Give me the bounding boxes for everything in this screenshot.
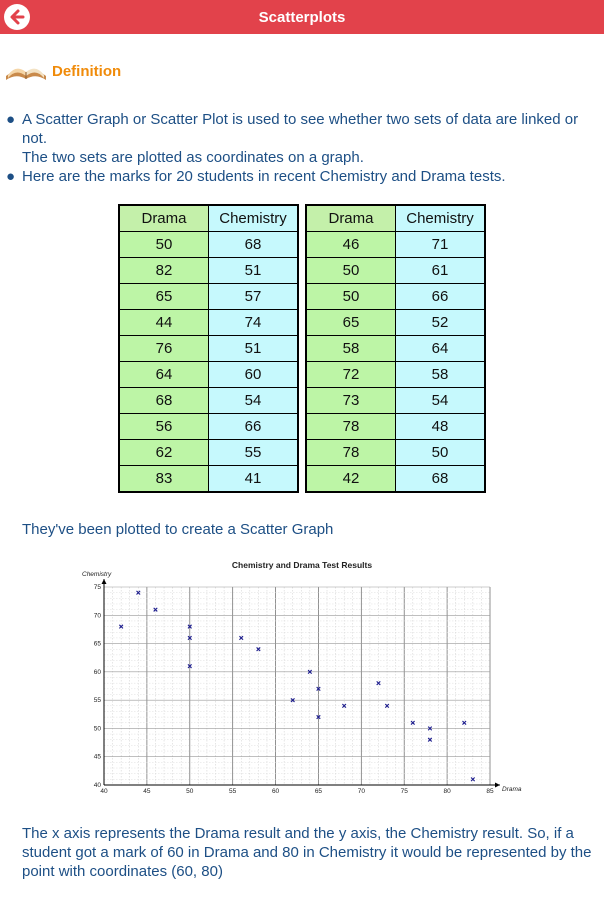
open-book-icon — [4, 58, 48, 84]
table-row — [119, 232, 298, 258]
chemistry-cell: 51 — [209, 336, 299, 362]
table-row — [306, 414, 485, 440]
column-header-drama: Drama — [306, 205, 396, 232]
table-row — [119, 284, 298, 310]
y-axis-label: Chemistry — [82, 571, 112, 578]
chemistry-cell: 57 — [209, 284, 299, 310]
x-tick-label: 85 — [486, 788, 494, 795]
marks-tables — [118, 204, 486, 493]
back-button[interactable] — [4, 4, 30, 30]
table-row — [119, 258, 298, 284]
chemistry-cell: 54 — [396, 388, 486, 414]
explanation-text: The x axis represents the Drama result and the y axis, the Chemistry result. So, if a student got a mark of 60 in Drama and 80 in Chemistry it would be represented by the point with coordinates (60, 80) — [22, 825, 592, 880]
chemistry-cell: 74 — [209, 310, 299, 336]
table-row — [306, 440, 485, 466]
definition-label: Definition — [52, 62, 122, 80]
drama-cell: 64 — [119, 362, 209, 388]
chemistry-cell: 71 — [396, 232, 486, 258]
table-row — [119, 388, 298, 414]
drama-cell: 65 — [119, 284, 209, 310]
definition-heading — [4, 56, 121, 86]
drama-cell: 76 — [119, 336, 209, 362]
chemistry-cell: 66 — [209, 414, 299, 440]
x-tick-label: 50 — [186, 788, 194, 795]
drama-cell: 44 — [119, 310, 209, 336]
chemistry-cell: 61 — [396, 258, 486, 284]
table-row — [306, 362, 485, 388]
drama-cell: 62 — [119, 440, 209, 466]
marks-table-2 — [305, 204, 486, 493]
column-header-drama: Drama — [119, 205, 209, 232]
bullet-dot: ● — [6, 111, 16, 128]
y-tick-label: 60 — [93, 668, 101, 676]
drama-cell: 50 — [306, 284, 396, 310]
x-tick-label: 80 — [443, 788, 451, 795]
chemistry-cell: 55 — [209, 440, 299, 466]
column-header-chemistry: Chemistry — [209, 205, 299, 232]
table-row — [306, 336, 485, 362]
table-row — [119, 440, 298, 466]
chemistry-cell: 68 — [209, 232, 299, 258]
table-row — [119, 336, 298, 362]
chemistry-cell: 66 — [396, 284, 486, 310]
table-row — [119, 310, 298, 336]
y-tick-label: 50 — [93, 725, 101, 733]
x-tick-label: 70 — [357, 788, 365, 795]
table-row — [119, 414, 298, 440]
intro-bullet-2: Here are the marks for 20 students in recent Chemistry and Drama tests. — [22, 168, 506, 185]
drama-cell: 50 — [306, 258, 396, 284]
table-row — [306, 388, 485, 414]
marks-table-1 — [118, 204, 299, 493]
intro-bullet — [0, 110, 600, 148]
chemistry-cell: 58 — [396, 362, 486, 388]
y-axis-arrow — [102, 579, 107, 584]
drama-cell: 50 — [119, 232, 209, 258]
drama-cell: 58 — [306, 336, 396, 362]
x-tick-label: 75 — [400, 788, 408, 795]
chart-title: Chemistry and Drama Test Results — [231, 560, 373, 570]
intro-bullet — [0, 167, 600, 186]
drama-cell: 78 — [306, 414, 396, 440]
drama-cell: 73 — [306, 388, 396, 414]
drama-cell: 78 — [306, 440, 396, 466]
table-row — [306, 258, 485, 284]
chemistry-cell: 41 — [209, 466, 299, 493]
drama-cell: 82 — [119, 258, 209, 284]
column-header-chemistry: Chemistry — [396, 205, 486, 232]
chemistry-cell: 50 — [396, 440, 486, 466]
drama-cell: 65 — [306, 310, 396, 336]
scatter-chart — [72, 552, 532, 802]
table-row — [119, 466, 298, 493]
x-axis-label: Drama — [502, 786, 522, 793]
table-row — [306, 232, 485, 258]
intro-text — [0, 110, 600, 186]
x-tick-label: 55 — [229, 788, 237, 795]
chart-caption: They've been plotted to create a Scatter Graph — [22, 521, 334, 538]
x-tick-label: 65 — [314, 788, 323, 795]
drama-cell: 46 — [306, 232, 396, 258]
x-axis-arrow — [495, 783, 500, 788]
x-tick-label: 60 — [271, 788, 280, 795]
page-title: Scatterplots — [258, 8, 346, 26]
x-tick-label: 40 — [100, 788, 108, 795]
y-tick-label: 70 — [93, 612, 101, 620]
y-tick-label: 40 — [93, 782, 101, 789]
chemistry-cell: 52 — [396, 310, 486, 336]
chemistry-cell: 48 — [396, 414, 486, 440]
intro-bullet-1: A Scatter Graph or Scatter Plot is used to see whether two sets of data are linked or not. — [22, 111, 579, 147]
drama-cell: 72 — [306, 362, 396, 388]
table-row — [306, 284, 485, 310]
drama-cell: 68 — [119, 388, 209, 414]
chemistry-cell: 60 — [209, 362, 299, 388]
chemistry-cell: 68 — [396, 466, 486, 493]
chemistry-cell: 51 — [209, 258, 299, 284]
scatter-chart-svg — [72, 552, 532, 802]
table-row — [306, 466, 485, 493]
y-tick-label: 45 — [93, 753, 101, 761]
app-header — [0, 0, 604, 34]
drama-cell: 56 — [119, 414, 209, 440]
table-row — [119, 362, 298, 388]
y-tick-label: 75 — [93, 584, 101, 591]
bullet-dot: ● — [6, 168, 16, 185]
back-arrow-icon — [8, 8, 26, 26]
chemistry-cell: 54 — [209, 388, 299, 414]
data-point — [462, 721, 466, 725]
x-tick-label: 45 — [143, 788, 151, 795]
table-row — [306, 310, 485, 336]
y-tick-label: 65 — [93, 640, 101, 648]
y-tick-label: 55 — [93, 697, 101, 705]
chemistry-cell: 64 — [396, 336, 486, 362]
intro-line-2: The two sets are plotted as coordinates on a graph. — [22, 149, 364, 166]
drama-cell: 83 — [119, 466, 209, 493]
drama-cell: 42 — [306, 466, 396, 493]
